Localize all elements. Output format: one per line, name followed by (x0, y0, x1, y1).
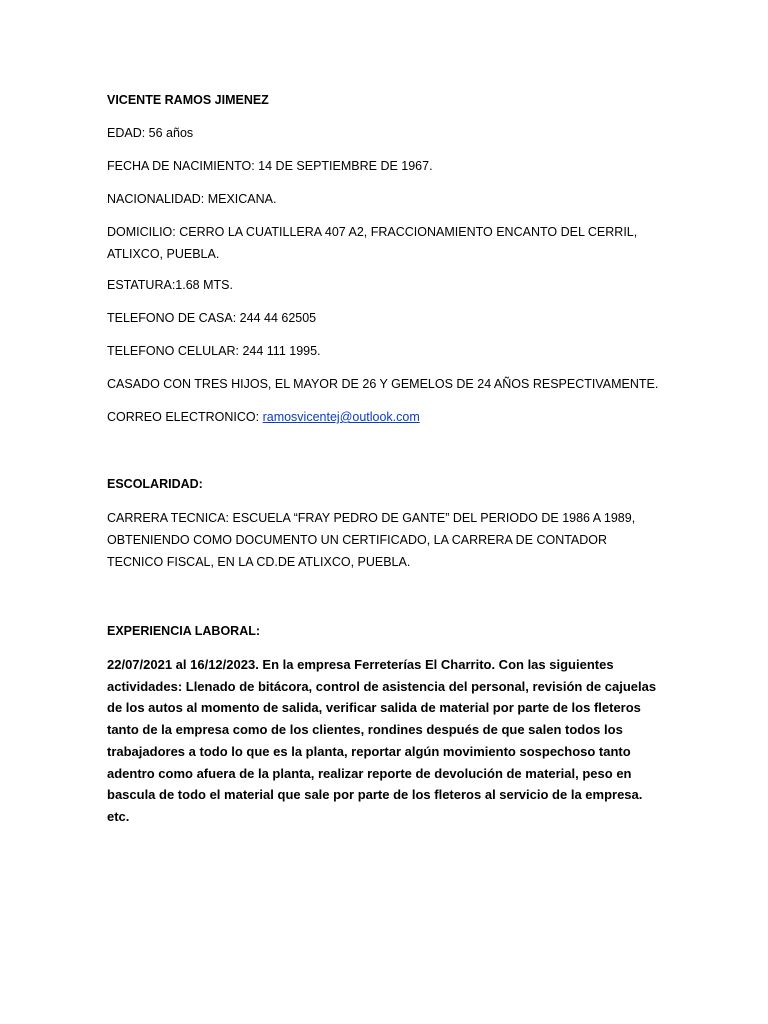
person-name: VICENTE RAMOS JIMENEZ (107, 93, 269, 107)
home-phone-line: TELEFONO DE CASA: 244 44 62505 (107, 311, 317, 325)
nationality-line: NACIONALIDAD: MEXICANA. (107, 192, 277, 206)
experience-heading: EXPERIENCIA LABORAL: (107, 624, 261, 638)
age-line: EDAD: 56 años (107, 126, 194, 140)
birth-date-line: FECHA DE NACIMIENTO: 14 DE SEPTIEMBRE DE 1967. (107, 159, 433, 173)
family-line: CASADO CON TRES HIJOS, EL MAYOR DE 26 Y GEMELOS DE 24 AÑOS RESPECTIVAMENTE. (107, 377, 659, 391)
email-link[interactable]: ramosvicentej@outlook.com (262, 410, 420, 424)
height-line: ESTATURA:1.68 MTS. (107, 278, 233, 292)
education-heading: ESCOLARIDAD: (107, 477, 203, 491)
address-line: DOMICILIO: CERRO LA CUATILLERA 407 A2, FRACCIONAMIENTO ENCANTO DEL CERRIL, ATLIXCO, PUEBLA. (107, 225, 638, 261)
email-line (107, 406, 420, 428)
email-label: CORREO ELECTRONICO: (107, 410, 263, 424)
education-text: CARRERA TECNICA: ESCUELA “FRAY PEDRO DE GANTE” DEL PERIODO DE 1986 A 1989, OBTENIENDO COMO DOCUMENTO UN CERTIFICADO, LA CARRERA DE CONTADOR TECNICO FISCAL, EN LA CD.DE ATLIXCO, PUEBLA. (107, 511, 636, 569)
experience-text: 22/07/2021 al 16/12/2023. En la empresa Ferreterías El Charrito. Con las siguientes actividades: Llenado de bitácora, control de asistencia del personal, revisión de cajuelas de los autos al momento de salida, verificar salida de material por parte de los fleteros tanto de la empresa como de los clientes, rondines después de que salen todos los trabajadores a todo lo que es la planta, reportar algún movimiento sospechoso tanto adentro como afuera de la planta, realizar reporte de devolución de material, peso en bascula de todo el material que sale por parte de los fleteros al servicio de la empresa. etc. (107, 657, 657, 824)
cell-phone-line: TELEFONO CELULAR: 244 111 1995. (107, 344, 321, 358)
